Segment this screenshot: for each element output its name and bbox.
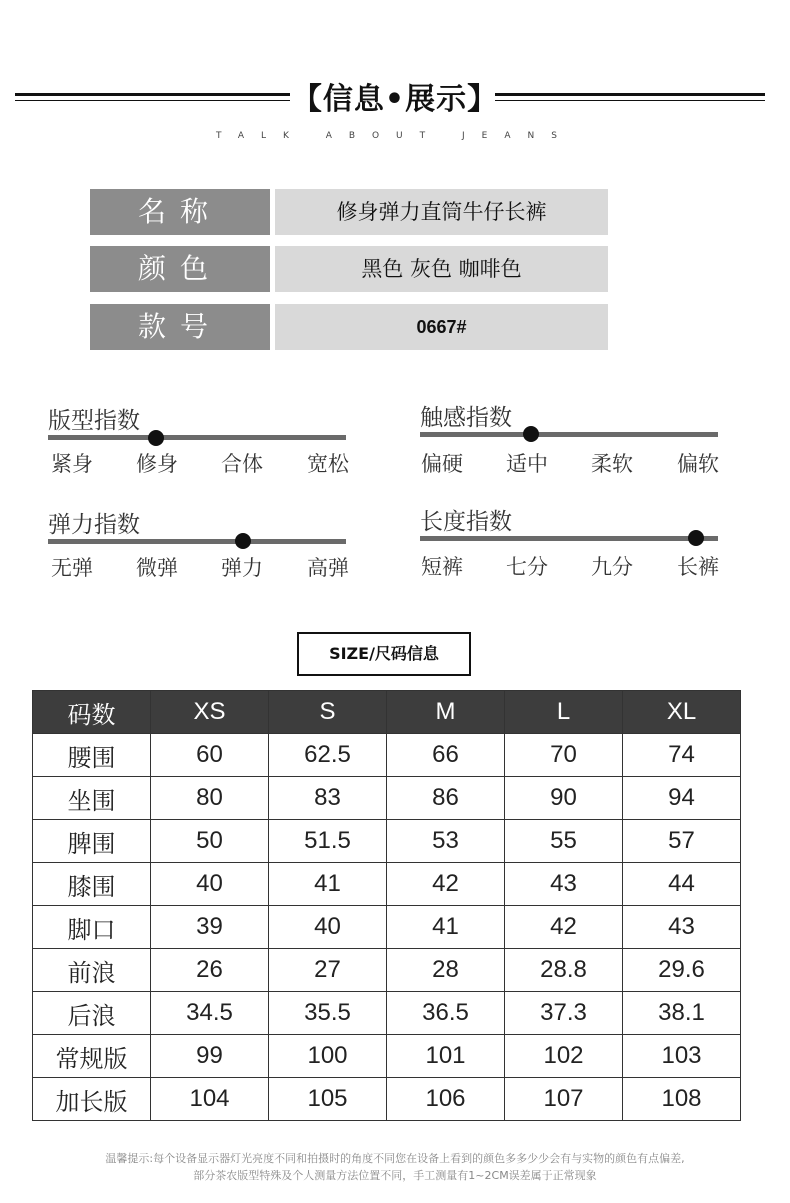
- length-option: 七分: [506, 555, 548, 579]
- table-cell: 28.8: [505, 949, 623, 992]
- table-cell: 106: [387, 1078, 505, 1121]
- fit-index-marker: [148, 430, 164, 446]
- table-cell: 38.1: [623, 992, 741, 1035]
- length-index-title: 长度指数: [420, 509, 512, 535]
- table-cell: 42: [387, 863, 505, 906]
- size-table: [32, 690, 741, 1121]
- size-section-title: SIZE/尺码信息: [297, 632, 471, 676]
- header-cell: L: [505, 691, 623, 734]
- footer-note: [0, 1150, 790, 1184]
- table-row: [33, 949, 741, 992]
- page-subtitle: TALK ABOUT JEANS: [216, 131, 574, 141]
- table-cell: 51.5: [269, 820, 387, 863]
- table-cell: 40: [151, 863, 269, 906]
- table-cell: 94: [623, 777, 741, 820]
- length-option: 短裤: [421, 555, 463, 579]
- table-cell: 104: [151, 1078, 269, 1121]
- table-cell: 29.6: [623, 949, 741, 992]
- fit-option: 宽松: [307, 452, 349, 476]
- table-cell: 26: [151, 949, 269, 992]
- row-label: 腰围: [33, 734, 151, 777]
- table-row: [33, 820, 741, 863]
- table-cell: 86: [387, 777, 505, 820]
- table-row: [33, 734, 741, 777]
- table-cell: 80: [151, 777, 269, 820]
- table-cell: 83: [269, 777, 387, 820]
- table-cell: 100: [269, 1035, 387, 1078]
- stretch-index-marker: [235, 533, 251, 549]
- table-cell: 34.5: [151, 992, 269, 1035]
- row-label: 加长版: [33, 1078, 151, 1121]
- row-label: 脾围: [33, 820, 151, 863]
- info-value-color: 黑色 灰色 咖啡色: [275, 246, 608, 292]
- info-label-style-no: 款号: [90, 304, 270, 350]
- header-cell: M: [387, 691, 505, 734]
- feel-option: 适中: [506, 452, 548, 476]
- table-cell: 66: [387, 734, 505, 777]
- stretch-index-bar: [48, 539, 346, 544]
- feel-option: 柔软: [591, 452, 633, 476]
- table-cell: 42: [505, 906, 623, 949]
- table-cell: 28: [387, 949, 505, 992]
- table-row: [33, 777, 741, 820]
- info-value-name: 修身弹力直筒牛仔长裤: [275, 189, 608, 235]
- table-cell: 57: [623, 820, 741, 863]
- table-cell: 40: [269, 906, 387, 949]
- row-label: 脚口: [33, 906, 151, 949]
- table-cell: 108: [623, 1078, 741, 1121]
- size-table-header: [33, 691, 741, 734]
- footer-note-line: 部分茶农版型特殊及个人测量方法位置不同，手工测量有1~2CM误差属于正常现象: [193, 1169, 597, 1182]
- table-cell: 55: [505, 820, 623, 863]
- length-index-marker: [688, 530, 704, 546]
- footer-note-line: 温馨提示:每个设备显示器灯光亮度不同和拍摄时的角度不同您在设备上看到的颜色多多少少会有与实物的颜色有点偏差,: [105, 1152, 685, 1165]
- header-cell: 码数: [33, 691, 151, 734]
- header-cell: S: [269, 691, 387, 734]
- table-row: [33, 863, 741, 906]
- table-cell: 44: [623, 863, 741, 906]
- table-cell: 50: [151, 820, 269, 863]
- info-label-color: 颜色: [90, 246, 270, 292]
- stretch-option: 微弹: [136, 556, 178, 580]
- row-label: 坐围: [33, 777, 151, 820]
- feel-option: 偏硬: [421, 452, 463, 476]
- page-title: 【信息•展示】: [291, 82, 499, 117]
- table-cell: 37.3: [505, 992, 623, 1035]
- table-cell: 105: [269, 1078, 387, 1121]
- length-option: 九分: [591, 555, 633, 579]
- table-row: [33, 1078, 741, 1121]
- feel-index-marker: [523, 426, 539, 442]
- table-cell: 41: [387, 906, 505, 949]
- table-cell: 43: [623, 906, 741, 949]
- table-cell: 101: [387, 1035, 505, 1078]
- stretch-option: 无弹: [51, 556, 93, 580]
- table-cell: 70: [505, 734, 623, 777]
- table-cell: 99: [151, 1035, 269, 1078]
- row-label: 常规版: [33, 1035, 151, 1078]
- table-cell: 27: [269, 949, 387, 992]
- row-label: 前浪: [33, 949, 151, 992]
- table-cell: 74: [623, 734, 741, 777]
- table-cell: 41: [269, 863, 387, 906]
- header-cell: XL: [623, 691, 741, 734]
- table-cell: 39: [151, 906, 269, 949]
- table-cell: 107: [505, 1078, 623, 1121]
- length-option: 长裤: [677, 555, 719, 579]
- fit-option: 紧身: [51, 452, 93, 476]
- row-label: 膝围: [33, 863, 151, 906]
- row-label: 后浪: [33, 992, 151, 1035]
- table-cell: 53: [387, 820, 505, 863]
- table-cell: 43: [505, 863, 623, 906]
- table-cell: 35.5: [269, 992, 387, 1035]
- feel-index-title: 触感指数: [420, 405, 512, 431]
- table-cell: 62.5: [269, 734, 387, 777]
- stretch-index-title: 弹力指数: [48, 512, 140, 538]
- fit-option: 合体: [221, 452, 263, 476]
- length-index-bar: [420, 536, 718, 541]
- table-cell: 36.5: [387, 992, 505, 1035]
- fit-index-bar: [48, 435, 346, 440]
- fit-index-title: 版型指数: [48, 408, 140, 434]
- table-cell: 90: [505, 777, 623, 820]
- table-cell: 102: [505, 1035, 623, 1078]
- table-row: [33, 906, 741, 949]
- stretch-option: 高弹: [307, 556, 349, 580]
- table-row: [33, 992, 741, 1035]
- table-cell: 60: [151, 734, 269, 777]
- info-value-style-no: 0667#: [275, 304, 608, 350]
- feel-index-bar: [420, 432, 718, 437]
- info-label-name: 名称: [90, 189, 270, 235]
- stretch-option: 弹力: [221, 556, 263, 580]
- table-cell: 103: [623, 1035, 741, 1078]
- header-cell: XS: [151, 691, 269, 734]
- table-row: [33, 1035, 741, 1078]
- feel-option: 偏软: [677, 452, 719, 476]
- fit-option: 修身: [136, 452, 178, 476]
